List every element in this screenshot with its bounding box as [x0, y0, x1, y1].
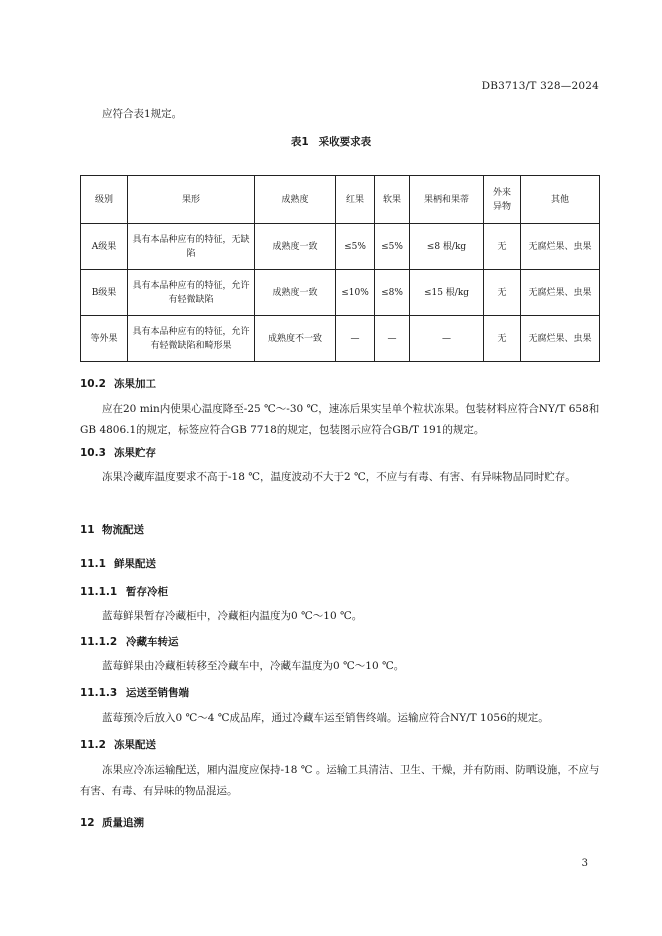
table-cell: ≤8% — [375, 270, 410, 316]
section-number: 11.2 — [80, 739, 106, 751]
section-body: 冻果应冷冻运输配送，厢内温度应保持-18 ℃ 。运输工具清洁、卫生、干燥，并有防雨、防晒设施，不应与有害、有毒、有异味的物品混运。 — [80, 764, 600, 797]
section-heading-11-1-2 — [80, 634, 179, 649]
section-title: 鲜果配送 — [114, 558, 156, 570]
section-heading-11-1-1 — [80, 584, 168, 599]
section-body: 应在20 min内使果心温度降至-25 ℃～-30 ℃，速冻后果实呈单个粒状冻果。包装材料应符合NY/T 658和GB 4806.1的规定，标签应符合GB 7718的规定，包装图示应符合GB/T 191的规定。 — [80, 403, 600, 436]
section-number: 11.1.2 — [80, 636, 118, 648]
section-title: 物流配送 — [102, 524, 144, 536]
table-cell: 无 — [484, 224, 521, 270]
column-header: 软果 — [375, 176, 410, 224]
section-number: 10.3 — [80, 447, 106, 459]
section-heading-11 — [80, 522, 144, 537]
column-header: 成熟度 — [255, 176, 336, 224]
column-header: 红果 — [336, 176, 375, 224]
table-cell: ≤15 根/kg — [410, 270, 484, 316]
table-caption-number: 表1 — [290, 136, 309, 148]
section-heading-11-1-3 — [80, 685, 189, 700]
document-code: DB3713/T 328—2024 — [481, 80, 599, 92]
section-title: 冻果贮存 — [114, 447, 156, 459]
table-cell: 成熟度不一致 — [255, 316, 336, 362]
table-cell: A级果 — [81, 224, 128, 270]
section-title: 冻果加工 — [114, 378, 156, 390]
table-cell: ≤5% — [336, 224, 375, 270]
table-cell: ≤8 根/kg — [410, 224, 484, 270]
table-cell: ≤10% — [336, 270, 375, 316]
table-row — [81, 316, 600, 362]
table-cell: B级果 — [81, 270, 128, 316]
section-title: 质量追溯 — [102, 817, 144, 829]
column-header: 外来 异物 — [484, 176, 521, 224]
section-body: 蓝莓鲜果由冷藏柜转移至冷藏车中，冷藏车温度为0 ℃～10 ℃。 — [102, 660, 405, 672]
section-number: 10.2 — [80, 378, 106, 390]
table-row — [81, 224, 600, 270]
table-cell: 成熟度一致 — [255, 270, 336, 316]
table-header-row — [81, 176, 600, 224]
table-cell: — — [375, 316, 410, 362]
section-title: 冷藏车转运 — [126, 636, 179, 648]
table-cell: 无腐烂果、虫果 — [521, 224, 600, 270]
column-header: 果柄和果蒂 — [410, 176, 484, 224]
table-cell: 等外果 — [81, 316, 128, 362]
table-cell: 无腐烂果、虫果 — [521, 316, 600, 362]
intro-paragraph: 应符合表1规定。 — [102, 108, 183, 120]
table-cell: 具有本品种应有的特征，允许有轻微缺陷 — [128, 270, 255, 316]
section-heading-11-1 — [80, 556, 156, 571]
section-number: 11 — [80, 524, 95, 536]
section-body: 蓝莓预冷后放入0 ℃～4 ℃成品库，通过冷藏车运至销售终端。运输应符合NY/T 1056的规定。 — [102, 712, 549, 724]
table-cell: 成熟度一致 — [255, 224, 336, 270]
table-cell: 具有本品种应有的特征，允许有轻微缺陷和畸形果 — [128, 316, 255, 362]
column-header: 其他 — [521, 176, 600, 224]
table-cell: — — [336, 316, 375, 362]
column-header: 果形 — [128, 176, 255, 224]
section-body: 蓝莓鲜果暂存冷藏柜中，冷藏柜内温度为0 ℃～10 ℃。 — [102, 610, 363, 622]
section-heading-11-2 — [80, 737, 156, 752]
section-heading-12 — [80, 815, 144, 830]
section-number: 11.1.3 — [80, 687, 118, 699]
section-body: 冻果冷藏库温度要求不高于-18 ℃，温度波动不大于2 ℃，不应与有毒、有害、有异味物品同时贮存。 — [102, 471, 576, 483]
section-heading-10-3 — [80, 445, 156, 460]
table-cell: — — [410, 316, 484, 362]
table-cell: 无 — [484, 316, 521, 362]
table-cell: 无腐烂果、虫果 — [521, 270, 600, 316]
section-number: 12 — [80, 817, 95, 829]
table-cell: 无 — [484, 270, 521, 316]
table-row — [81, 270, 600, 316]
column-header: 级别 — [81, 176, 128, 224]
section-number: 11.1 — [80, 558, 106, 570]
table-caption-title: 采收要求表 — [318, 136, 372, 148]
harvest-requirements-table — [80, 175, 600, 362]
table-cell: 具有本品种应有的特征，无缺陷 — [128, 224, 255, 270]
table-caption — [0, 134, 662, 149]
section-number: 11.1.1 — [80, 586, 118, 598]
section-title: 运送至销售端 — [126, 687, 189, 699]
section-title: 冻果配送 — [114, 739, 156, 751]
table-cell: ≤5% — [375, 224, 410, 270]
section-heading-10-2 — [80, 376, 156, 391]
page-number: 3 — [581, 858, 588, 869]
section-title: 暂存冷柜 — [126, 586, 168, 598]
